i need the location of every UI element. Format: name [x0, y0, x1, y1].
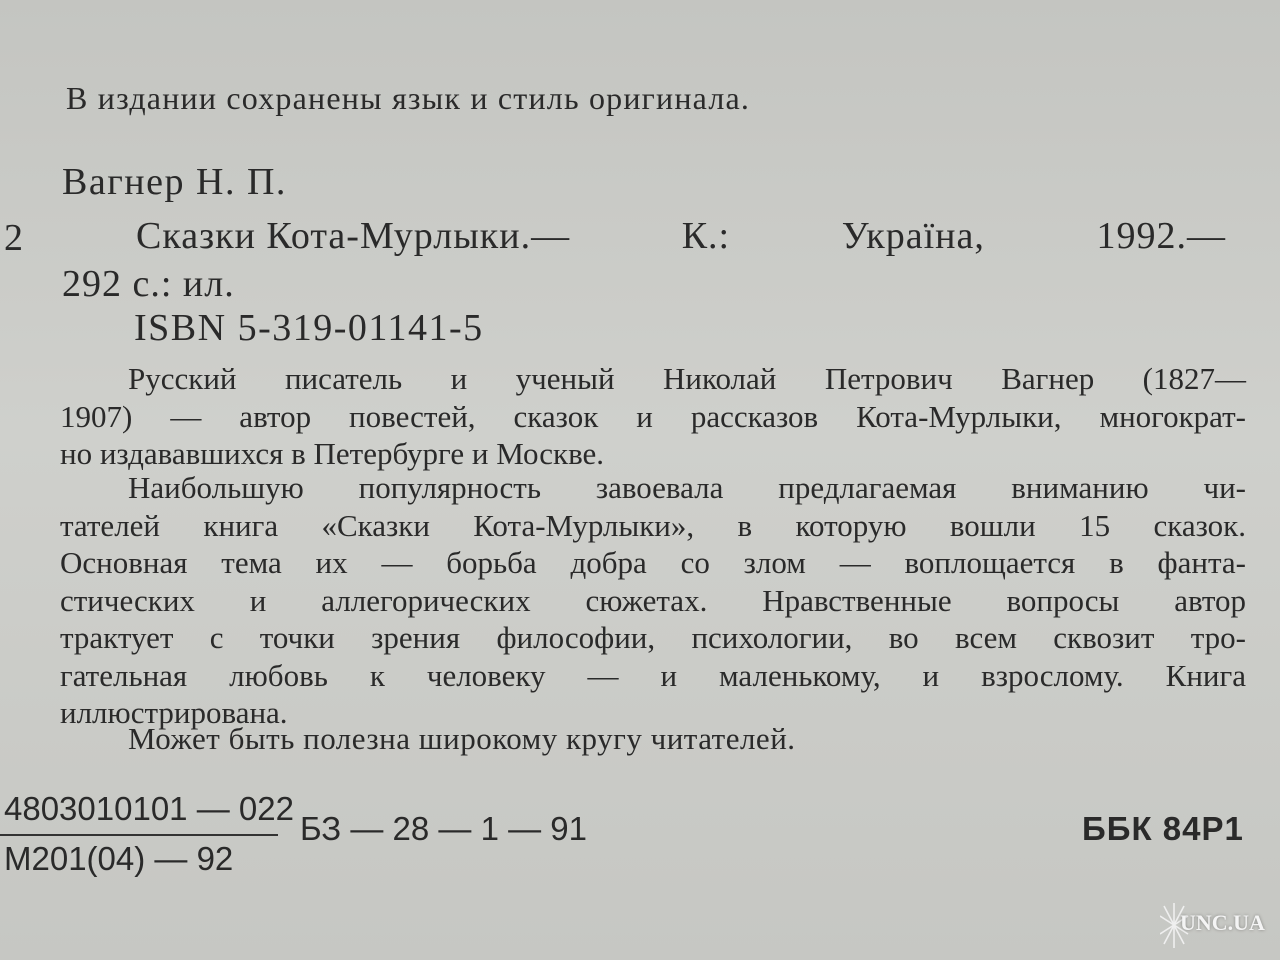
fraction-denominator: М201(04) — 92: [4, 840, 234, 877]
text-line: Основная тема их — борьба добра со злом — воплощается в фанта-: [60, 545, 1246, 580]
fraction-rule: [0, 834, 278, 836]
bz-code: БЗ — 28 — 1 — 91: [300, 810, 587, 847]
text-line: трактует с точки зрения философии, психологии, во всем сквозит тро-: [60, 620, 1246, 655]
annotation-paragraph-1: [60, 360, 1246, 473]
bibliographic-title-line: [136, 214, 1226, 258]
text-line: Русский писатель и ученый Николай Петрович Вагнер (1827—: [128, 361, 1246, 396]
site-watermark: [1160, 898, 1272, 952]
author-name: Вагнер Н. П.: [62, 161, 287, 203]
text-line: гательная любовь к человеку — и маленькому, и взрослому. Книга: [60, 657, 1246, 693]
text-line: тателей книга «Сказки Кота-Мурлыки», в которую вошли 15 сказок.: [60, 507, 1246, 543]
annotation-paragraph-2: [60, 469, 1246, 732]
text-line: Наибольшую популярность завоевала предлагаемая вниманию чи-: [128, 470, 1246, 505]
publication-year: 1992.—: [1096, 215, 1226, 257]
book-title: Сказки Кота-Мурлыки.—: [136, 215, 571, 257]
bbk-code: ББК 84Р1: [1082, 810, 1244, 847]
publisher-name: Україна,: [841, 215, 985, 257]
isbn: ISBN 5-319-01141-5: [134, 307, 484, 349]
publication-place: К.:: [681, 215, 731, 257]
watermark-text: UNC.UA: [1180, 910, 1265, 935]
text-line: стических и аллегорических сюжетах. Нравственные вопросы автор: [60, 582, 1246, 618]
edition-notice: В издании сохранены язык и стиль оригинала.: [66, 80, 751, 116]
annotation-paragraph-3: Может быть полезна широкому кругу читателей.: [128, 721, 796, 756]
text-line: иллюстрирована.: [60, 695, 288, 730]
text-line: но издававшихся в Петербурге и Москве.: [60, 436, 605, 471]
fraction-numerator: 4803010101 — 022: [4, 790, 294, 827]
text-line: 1907) — автор повестей, сказок и рассказов Кота-Мурлыки, многократ-: [60, 398, 1246, 434]
classification-code: 2: [4, 217, 24, 259]
page-count: 292 с.: ил.: [62, 263, 235, 305]
